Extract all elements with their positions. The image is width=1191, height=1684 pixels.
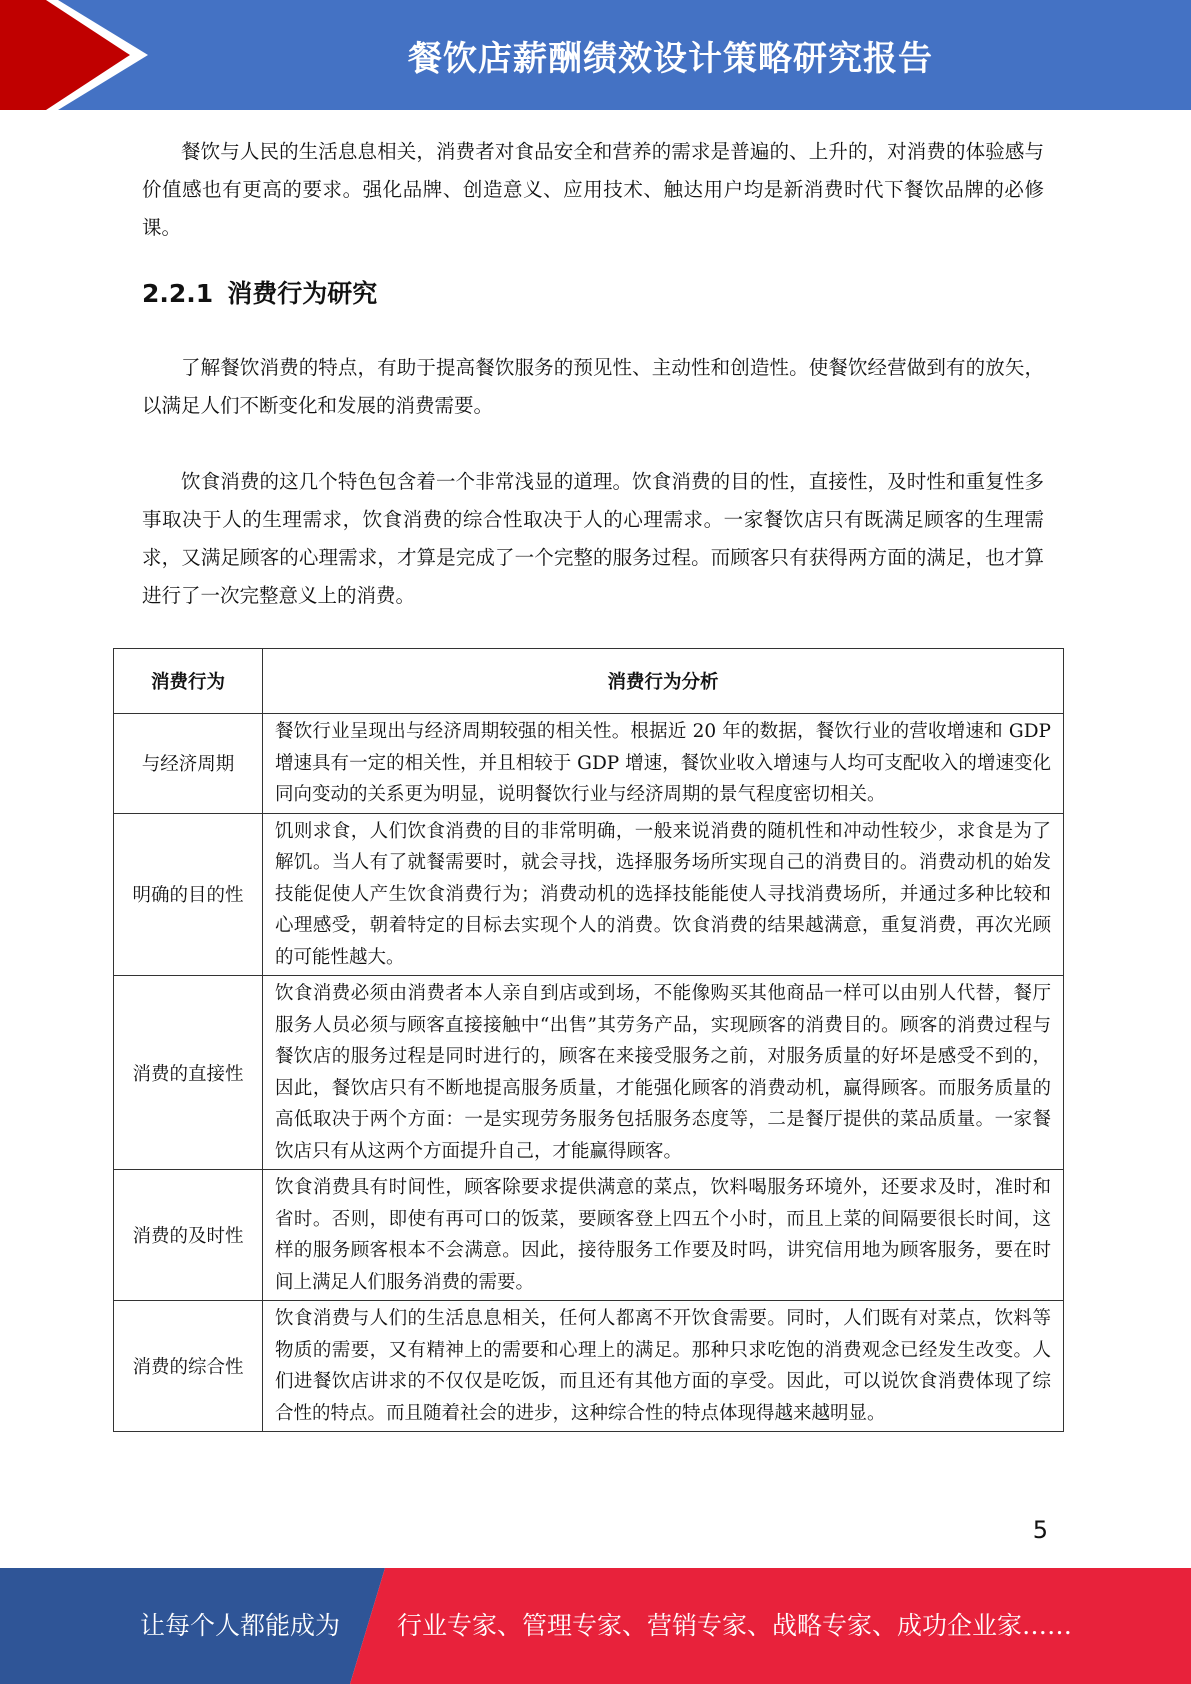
page-footer bbox=[0, 1568, 1191, 1684]
consumer-behavior-table bbox=[113, 648, 1064, 1432]
section-title: 消费行为研究 bbox=[227, 279, 378, 308]
behavior-cell: 消费的及时性 bbox=[114, 1170, 263, 1301]
analysis-cell: 饮食消费必须由消费者本人亲自到店或到场，不能像购买其他商品一样可以由别人代替，餐厅服务人员必须与顾客直接接触中“出售”其劳务产品，实现顾客的消费目的。顾客的消费过程与餐饮店的服务过程是同时进行的，顾客在来接受服务之前，对服务质量的好坏是感受不到的，因此，餐饮店只有不断地提高服务质量，才能强化顾客的消费动机，赢得顾客。而服务质量的高低取决于两个方面：一是实现劳务服务包括服务态度等，二是餐厅提供的菜品质量。一家餐饮店只有从这两个方面提升自己，才能赢得顾客。 bbox=[263, 976, 1064, 1170]
table-row bbox=[114, 976, 1064, 1170]
table-row bbox=[114, 714, 1064, 814]
report-title: 餐饮店薪酬绩效设计策略研究报告 bbox=[408, 38, 933, 79]
behavior-cell: 明确的目的性 bbox=[114, 813, 263, 976]
section-heading bbox=[142, 274, 377, 314]
analysis-cell: 饮食消费具有时间性，顾客除要求提供满意的菜点，饮料喝服务环境外，还要求及时，准时和省时。否则，即使有再可口的饭菜，要顾客登上四五个小时，而且上菜的间隔要很长时间，这样的服务顾客根本不会满意。因此，接待服务工作要及时吗，讲究信用地为顾客服务，要在时间上满足人们服务消费的需要。 bbox=[263, 1170, 1064, 1301]
table-row bbox=[114, 813, 1064, 976]
page-header bbox=[0, 0, 1191, 110]
paragraph-1: 了解餐饮消费的特点，有助于提高餐饮服务的预见性、主动性和创造性。使餐饮经营做到有的放矢，以满足人们不断变化和发展的消费需要。 bbox=[142, 356, 1044, 417]
behavior-cell: 消费的综合性 bbox=[114, 1301, 263, 1432]
analysis-cell: 饮食消费与人们的生活息息相关，任何人都离不开饮食需要。同时，人们既有对菜点，饮料等物质的需要，又有精神上的需要和心理上的满足。那种只求吃饱的消费观念已经发生改变。人们进餐饮店讲求的不仅仅是吃饭，而且还有其他方面的享受。因此，可以说饮食消费体现了综合性的特点。而且随着社会的进步，这种综合性的特点体现得越来越明显。 bbox=[263, 1301, 1064, 1432]
intro-paragraph: 餐饮与人民的生活息息相关，消费者对食品安全和营养的需求是普遍的、上升的，对消费的体验感与价值感也有更高的要求。强化品牌、创造意义、应用技术、触达用户均是新消费时代下餐饮品牌的必修课。 bbox=[142, 140, 1044, 239]
table-header-row bbox=[114, 649, 1064, 714]
behavior-cell: 消费的直接性 bbox=[114, 976, 263, 1170]
table-header-analysis: 消费行为分析 bbox=[263, 649, 1064, 714]
footer-slogan-left: 让每个人都能成为 bbox=[140, 1611, 341, 1640]
behavior-cell: 与经济周期 bbox=[114, 714, 263, 814]
page-number: 5 bbox=[1032, 1516, 1048, 1544]
paragraph-2: 饮食消费的这几个特色包含着一个非常浅显的道理。饮食消费的目的性，直接性，及时性和重复性多事取决于人的生理需求，饮食消费的综合性取决于人的心理需求。一家餐饮店只有既满足顾客的生理需求，又满足顾客的心理需求，才算是完成了一个完整的服务过程。而顾客只有获得两方面的满足，也才算进行了一次完整意义上的消费。 bbox=[142, 470, 1044, 607]
header-chevron-decoration bbox=[0, 0, 150, 110]
section-number: 2.2.1 bbox=[142, 279, 214, 308]
analysis-cell: 饥则求食，人们饮食消费的目的非常明确，一般来说消费的随机性和冲动性较少，求食是为了解饥。当人有了就餐需要时，就会寻找，选择服务场所实现自己的消费目的。消费动机的始发技能促使人产生饮食消费行为；消费动机的选择技能能使人寻找消费场所，并通过多种比较和心理感受，朝着特定的目标去实现个人的消费。饮食消费的结果越满意，重复消费，再次光顾的可能性越大。 bbox=[263, 813, 1064, 976]
table-row bbox=[114, 1301, 1064, 1432]
table-header-behavior: 消费行为 bbox=[114, 649, 263, 714]
footer-slogan-right: 行业专家、管理专家、营销专家、战略专家、成功企业家…… bbox=[397, 1611, 1073, 1640]
analysis-cell: 餐饮行业呈现出与经济周期较强的相关性。根据近 20 年的数据，餐饮行业的营收增速和 GDP 增速具有一定的相关性，并且相较于 GDP 增速，餐饮业收入增速与人均可支配收入的增速变化同向变动的关系更为明显，说明餐饮行业与经济周期的景气程度密切相关。 bbox=[263, 714, 1064, 814]
table-row bbox=[114, 1170, 1064, 1301]
